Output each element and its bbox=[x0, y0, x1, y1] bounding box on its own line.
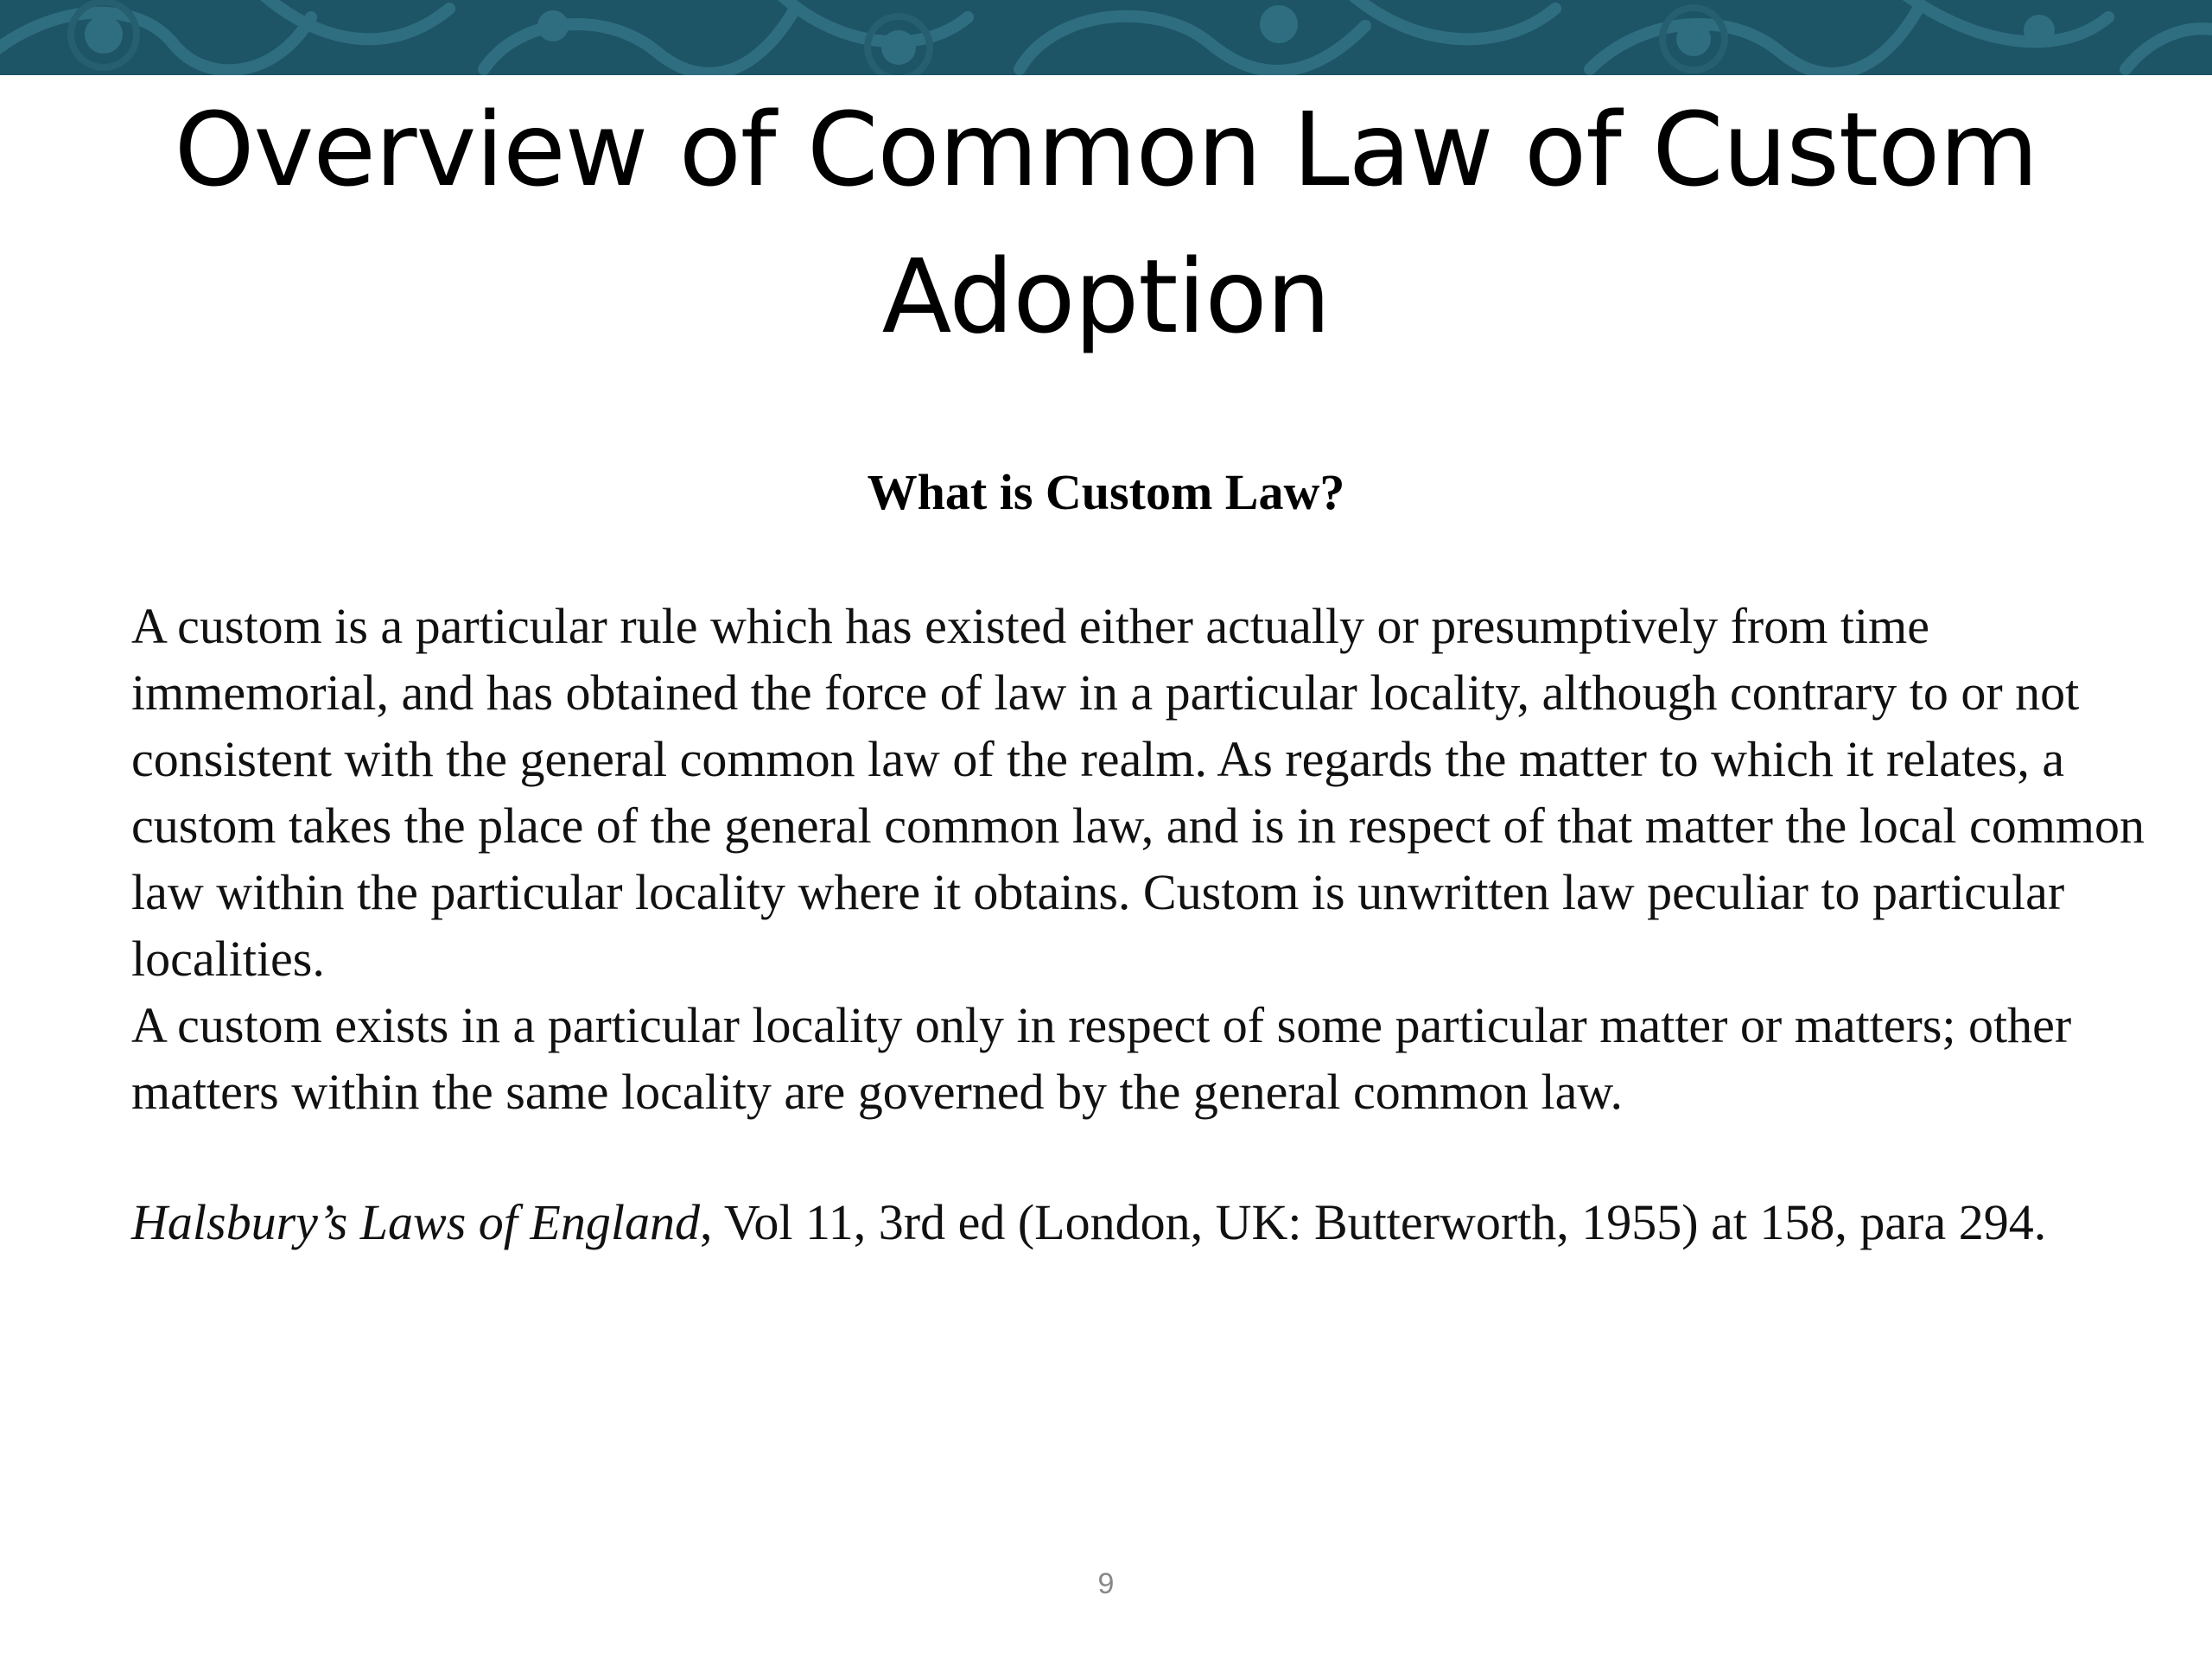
citation bbox=[131, 1189, 2153, 1255]
decorative-banner bbox=[0, 0, 2212, 75]
citation-source-title: Halsbury’s Laws of England bbox=[131, 1194, 700, 1250]
page-title: Overview of Common Law of Custom Adoption bbox=[174, 90, 2038, 356]
paragraph: A custom exists in a particular locality only in respect of some particular matter or matters; other matters within the same locality are governed by the general common law. bbox=[131, 997, 2072, 1120]
page-number: 9 bbox=[1097, 1567, 1115, 1600]
ornament-pattern-icon bbox=[0, 0, 2212, 75]
section-heading: What is Custom Law? bbox=[867, 464, 1345, 520]
citation-details: , Vol 11, 3rd ed (London, UK: Butterworth, 1955) at 158, para 294. bbox=[699, 1194, 2047, 1250]
body-text bbox=[131, 593, 2153, 1125]
paragraph: A custom is a particular rule which has existed either actually or presumptively from time immemorial, and has obtained the force of law in a particular locality, although contrary to or not consistent with the general common law of the realm. As regards the matter to which it relates, a custom takes the place of the general common law, and is in respect of that matter the local common law within the particular locality where it obtains. Custom is unwritten law peculiar to particular localities. bbox=[131, 598, 2145, 987]
